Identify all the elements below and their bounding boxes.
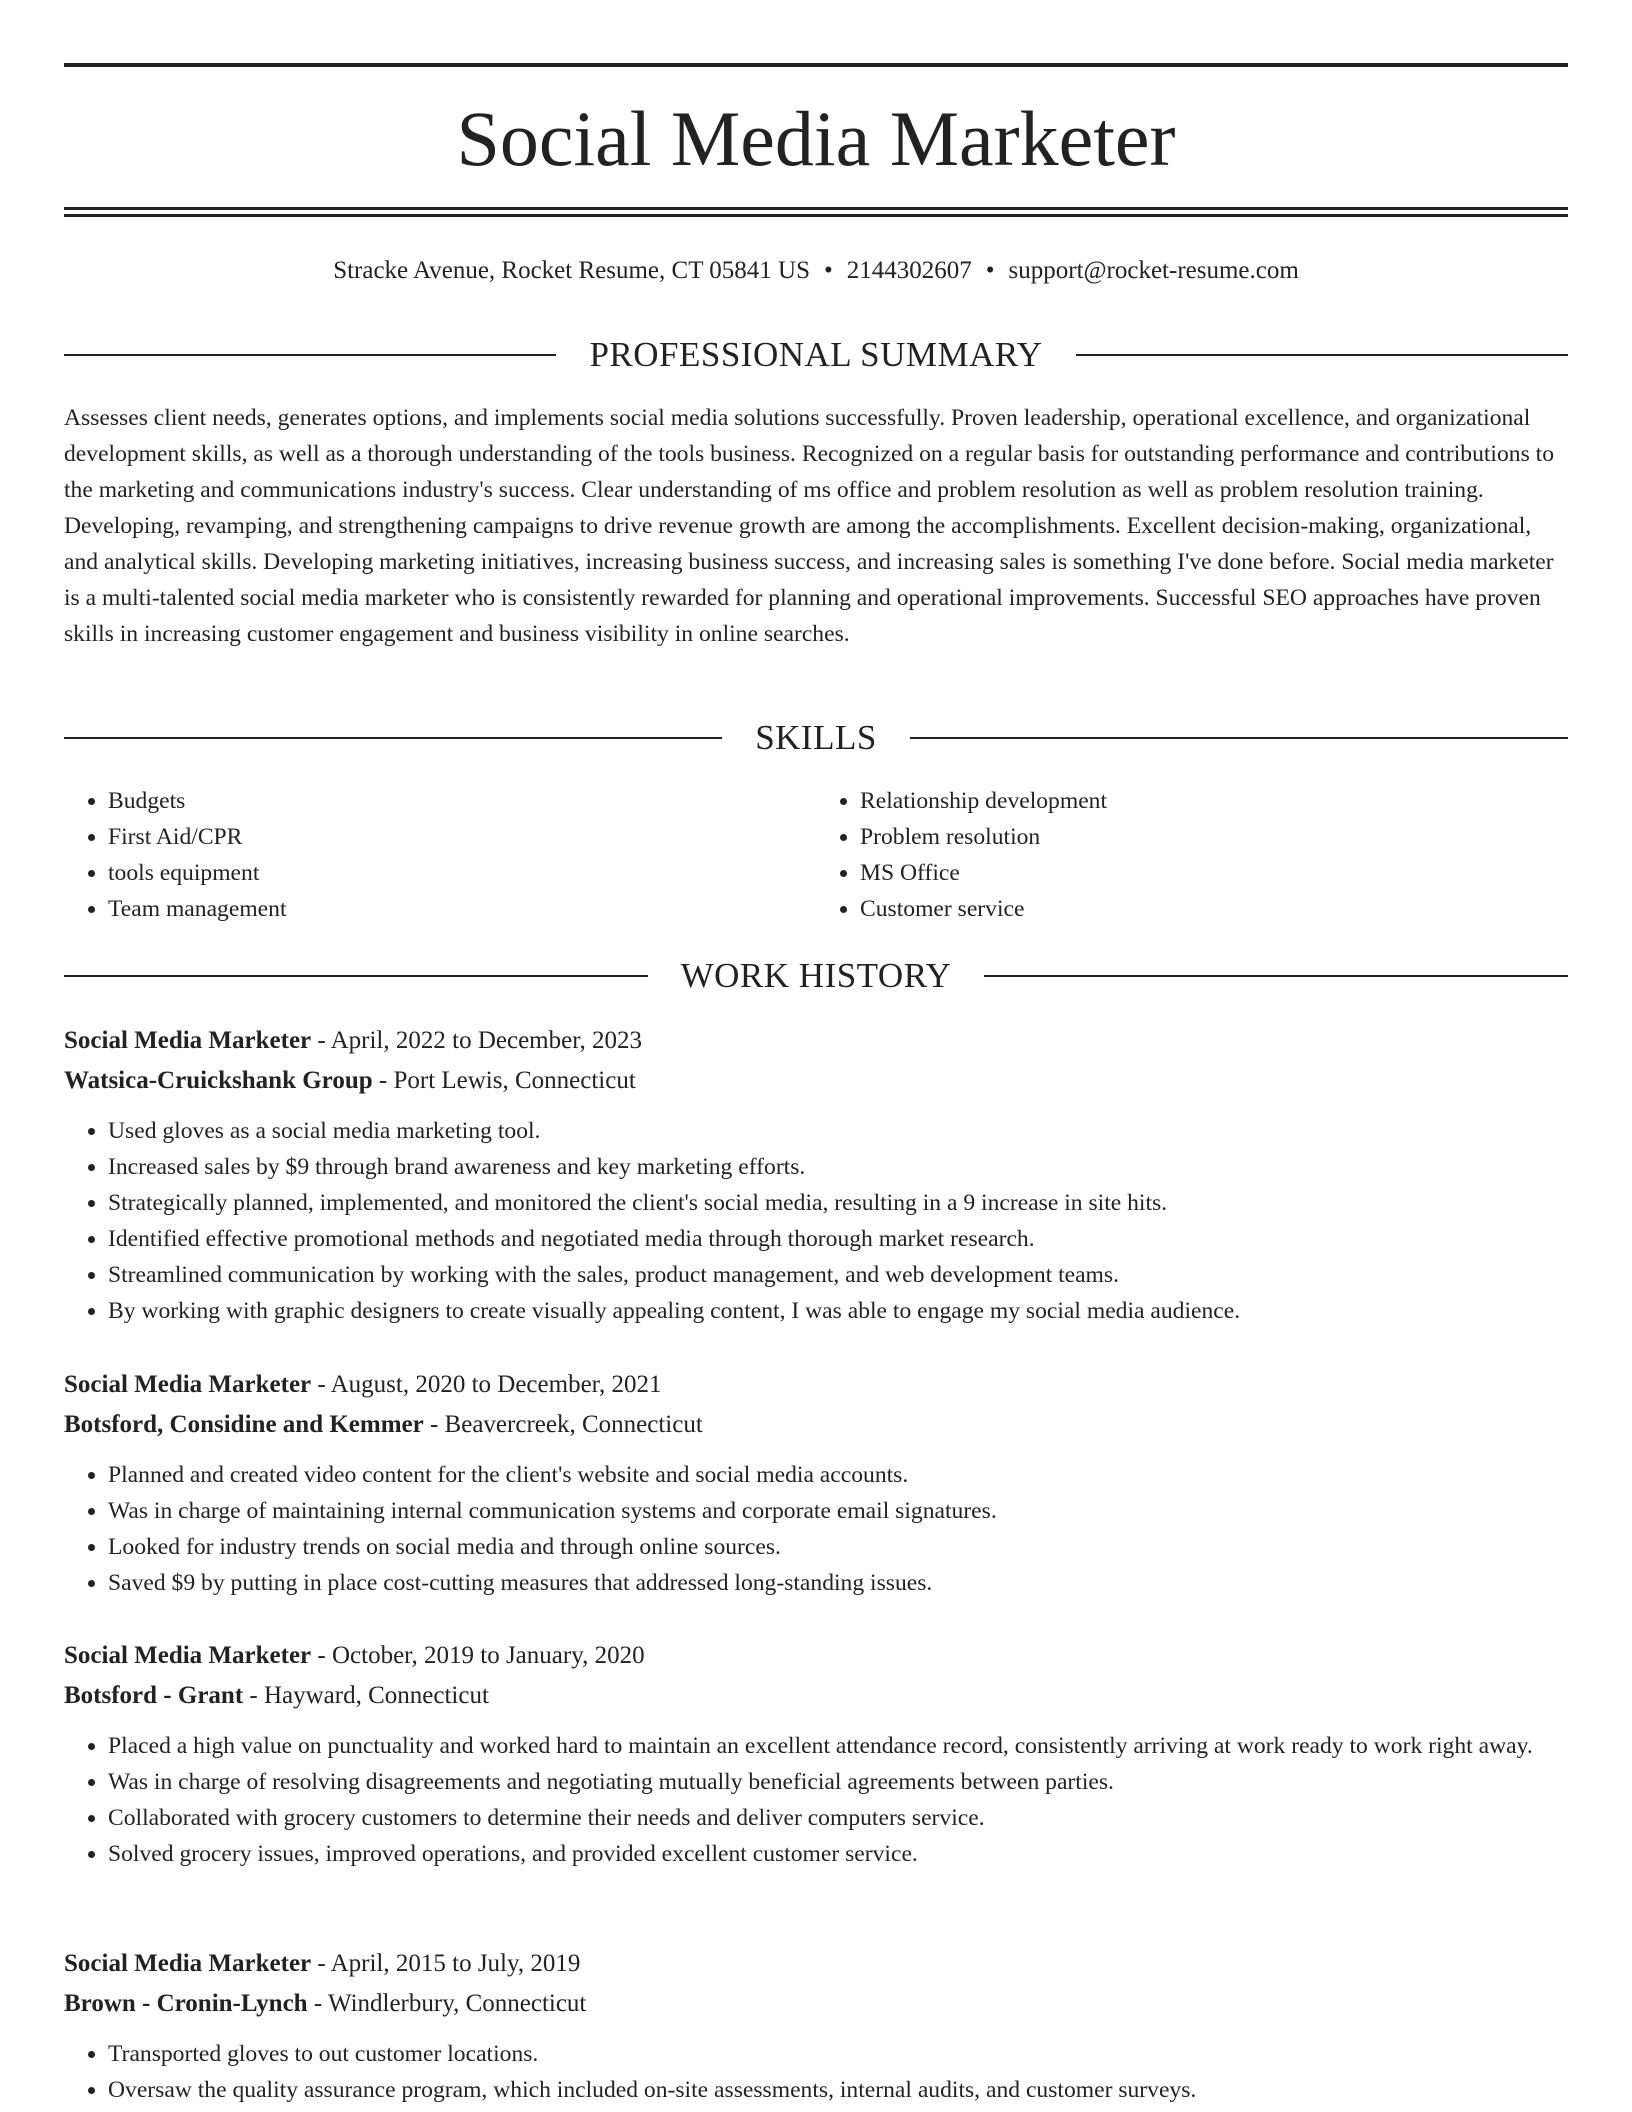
job-title-line (64, 1636, 1568, 1676)
job-bullet: • Looked for industry trends on social media and through online sources. (108, 1529, 1568, 1565)
candidate-name: Social Media Marketer (456, 95, 1176, 182)
job-bullet: • Increased sales by $9 through brand awareness and key marketing efforts. (108, 1149, 1568, 1185)
job-bullet: • Used gloves as a social media marketing tool. (108, 1113, 1568, 1149)
job-bullet: • Identified effective promotional methods and negotiated media through thorough market research. (108, 1221, 1568, 1257)
heading-rule-right (984, 975, 1568, 977)
job-company-line (64, 1061, 1568, 1101)
contact-separator: • (985, 257, 995, 284)
contact-phone: 2144302607 (846, 257, 972, 284)
skill-item: • tools equipment (108, 855, 816, 891)
job-company: Watsica-Cruickshank Group (64, 1067, 373, 1094)
job-location: - Hayward, Connecticut (243, 1682, 489, 1709)
job-entry (64, 1021, 1568, 1329)
job-company: Botsford - Grant (64, 1682, 244, 1709)
job-bullets (64, 2036, 1568, 2108)
summary-text: Assesses client needs, generates options, and implements social media solutions successfully. Proven leadership, operational excellence, and organizational development skills, as well as a thorough understanding of the tools business. Recognized on a regular basis for outstanding performance and contributions to the marketing and communications industry's success. Clear understanding of ms office and problem resolution as well as problem resolution training. Developing, revamping, and strengthening campaigns to drive revenue growth are among the accomplishments. Excellent decision-making, organizational, and analytical skills. Developing marketing initiatives, increasing business success, and increasing sales is something I've done before. Social media marketer is a multi-talented social media marketer who is consistently rewarded for planning and operational improvements. Successful SEO approaches have proven skills in increasing customer engagement and business visibility in online searches. (64, 405, 1555, 647)
job-role: Social Media Marketer (64, 1027, 312, 1054)
job-entry (64, 1944, 1568, 2108)
contact-address: Stracke Avenue, Rocket Resume, CT 05841 US (333, 257, 810, 284)
job-bullets (64, 1457, 1568, 1601)
job-location: - Windlerbury, Connecticut (307, 1990, 587, 2017)
work-heading (64, 954, 1568, 998)
heading-rule-right (1076, 354, 1568, 356)
skill-item: • Customer service (860, 891, 1568, 927)
job-bullet: • Oversaw the quality assurance program, which included on-site assessments, internal audits, and customer surveys. (108, 2072, 1568, 2108)
job-bullet: • Streamlined communication by working with the sales, product management, and web development teams. (108, 1257, 1568, 1293)
job-dates: - April, 2022 to December, 2023 (311, 1027, 643, 1054)
job-bullet: • Planned and created video content for the client's website and social media accounts. (108, 1457, 1568, 1493)
skill-item: • Problem resolution (860, 819, 1568, 855)
job-title-line (64, 1365, 1568, 1405)
summary-title: PROFESSIONAL SUMMARY (589, 335, 1043, 374)
job-dates: - April, 2015 to July, 2019 (311, 1950, 581, 1977)
top-rule (64, 63, 1568, 67)
contact-separator: • (823, 257, 833, 284)
job-bullet: • Placed a high value on punctuality and worked hard to maintain an excellent attendance record, consistently arriving at work ready to work right away. (108, 1728, 1568, 1764)
heading-rule-left (64, 354, 556, 356)
skill-item: • MS Office (860, 855, 1568, 891)
job-bullets (64, 1728, 1568, 1872)
heading-rule-left (64, 975, 648, 977)
contact-line (64, 255, 1568, 287)
job-entry (64, 1365, 1568, 1601)
job-bullets (64, 1113, 1568, 1329)
heading-rule-left (64, 737, 722, 739)
job-bullet: • Was in charge of resolving disagreements and negotiating mutually beneficial agreements between parties. (108, 1764, 1568, 1800)
job-company: Brown - Cronin-Lynch (64, 1990, 308, 2017)
skill-item: • First Aid/CPR (108, 819, 816, 855)
job-dates: - October, 2019 to January, 2020 (311, 1642, 645, 1669)
skills-list (64, 783, 1568, 927)
job-company-line (64, 1984, 1568, 2024)
job-role: Social Media Marketer (64, 1642, 312, 1669)
job-bullet: • Collaborated with grocery customers to determine their needs and deliver computers service. (108, 1800, 1568, 1836)
summary-heading (64, 333, 1568, 377)
job-title-line (64, 1021, 1568, 1061)
job-bullet: • Transported gloves to out customer locations. (108, 2036, 1568, 2072)
job-dates: - August, 2020 to December, 2021 (311, 1371, 662, 1398)
skills-column-left (64, 783, 816, 927)
job-title-line (64, 1944, 1568, 1984)
job-bullet: • Strategically planned, implemented, and monitored the client's social media, resulting in a 9 increase in site hits. (108, 1185, 1568, 1221)
job-company: Botsford, Considine and Kemmer (64, 1411, 424, 1438)
skill-item: • Budgets (108, 783, 816, 819)
job-role: Social Media Marketer (64, 1950, 312, 1977)
skills-title: SKILLS (755, 718, 877, 757)
job-bullet: • By working with graphic designers to create visually appealing content, I was able to engage my social media audience. (108, 1293, 1568, 1329)
job-company-line (64, 1676, 1568, 1716)
work-title: WORK HISTORY (680, 956, 952, 995)
job-role: Social Media Marketer (64, 1371, 312, 1398)
contact-email: support@rocket-resume.com (1008, 257, 1299, 284)
skills-heading (64, 716, 1568, 760)
skill-item: • Team management (108, 891, 816, 927)
job-location: - Beavercreek, Connecticut (423, 1411, 703, 1438)
job-company-line (64, 1405, 1568, 1445)
job-location: - Port Lewis, Connecticut (372, 1067, 636, 1094)
double-rule (64, 207, 1568, 217)
job-bullet: • Solved grocery issues, improved operations, and provided excellent customer service. (108, 1836, 1568, 1872)
job-entry (64, 1636, 1568, 1872)
heading-rule-right (910, 737, 1568, 739)
skill-item: • Relationship development (860, 783, 1568, 819)
job-bullet: • Was in charge of maintaining internal communication systems and corporate email signatures. (108, 1493, 1568, 1529)
skills-column-right (816, 783, 1568, 927)
job-bullet: • Saved $9 by putting in place cost-cutting measures that addressed long-standing issues. (108, 1565, 1568, 1601)
